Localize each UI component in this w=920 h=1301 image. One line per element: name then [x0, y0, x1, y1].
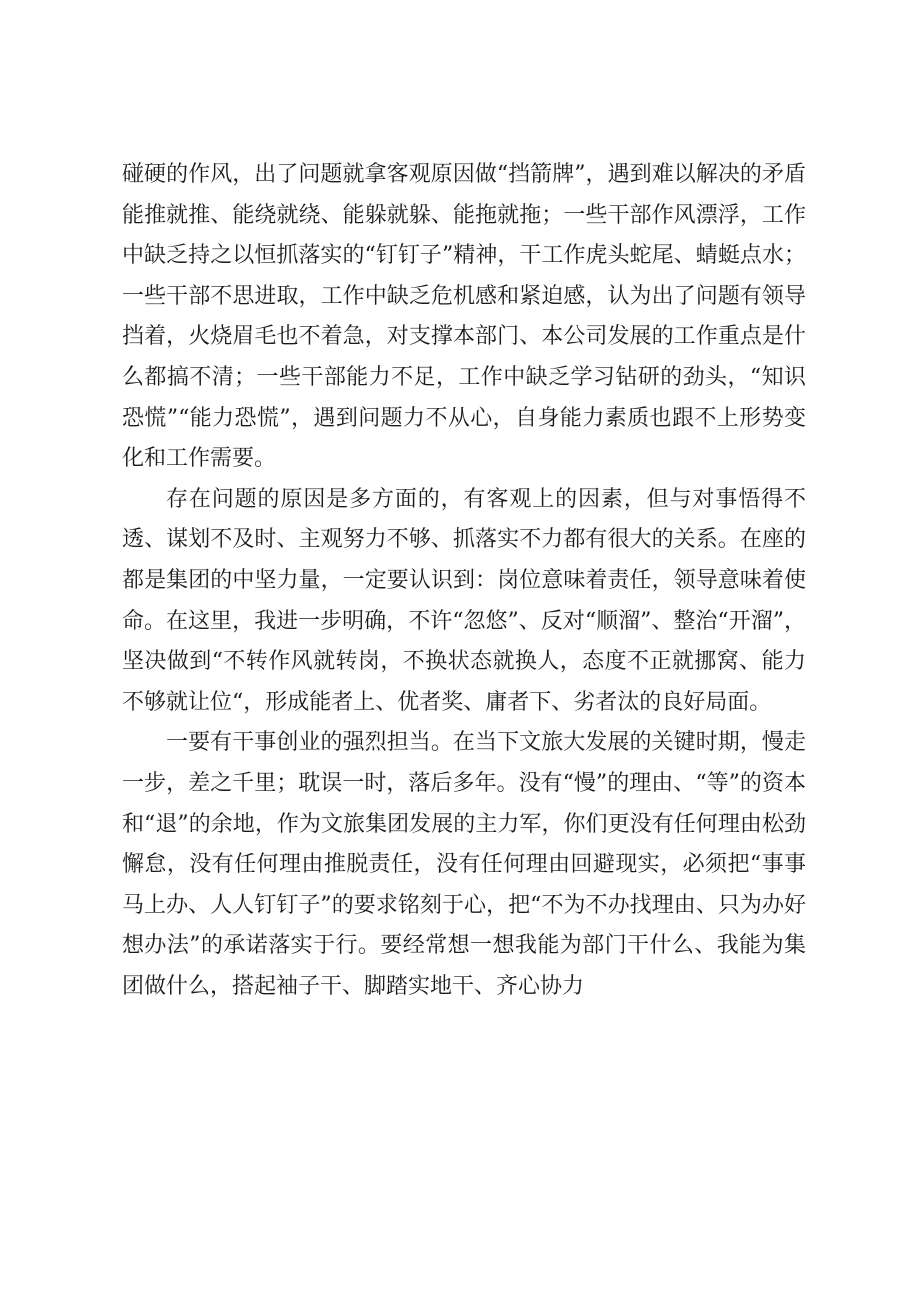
paragraph-1: 碰硬的作风，出了问题就拿客观原因做“挡箭牌”，遇到难以解决的矛盾能推就推、能绕就绕、能躲就躲、能拖就拖；一些干部作风漂浮，工作中缺乏持之以恒抓落实的“钉钉子”精神，干工作虎头蛇尾、蜻蜓点水；一些干部不思进取，工作中缺乏危机感和紧迫感，认为出了问题有领导挡着，火烧眉毛也不着急，对支撑本部门、本公司发展的工作重点是什么都搞不清；一些干部能力不足，工作中缺乏学习钻研的劲头，“知识恐慌”“能力恐慌”，遇到问题力不从心，自身能力素质也跟不上形势变化和工作需要。	[122, 162, 806, 472]
document-body	[122, 155, 806, 1007]
paragraph-3: 一要有干事创业的强烈担当。在当下文旅大发展的关键时期，慢走一步，差之千里；耽误一时，落后多年。没有“慢”的理由、“等”的资本和“退”的余地，作为文旅集团发展的主力军，你们更没有任何理由松劲懈怠，没有任何理由推脱责任，没有任何理由回避现实，必须把“事事马上办、人人钉钉子”的要求铭刻于心，把“不为不办找理由、只为办好想办法”的承诺落实于行。要经常想一想我能为部门干什么、我能为集团做什么，搭起袖子干、脚踏实地干、齐心协力	[122, 730, 806, 999]
paragraph-2: 存在问题的原因是多方面的，有客观上的因素，但与对事悟得不透、谋划不及时、主观努力不够、抓落实不力都有很大的关系。在座的都是集团的中坚力量，一定要认识到：岗位意味着责任，领导意味着使命。在这里，我进一步明确，不许“忽悠”、反对“顺溜”、整治“开溜”，坚决做到“不转作风就转岗，不换状态就换人，态度不正就挪窝、能力不够就让位“，形成能者上、优者奖、庸者下、劣者汰的良好局面。	[122, 486, 806, 715]
